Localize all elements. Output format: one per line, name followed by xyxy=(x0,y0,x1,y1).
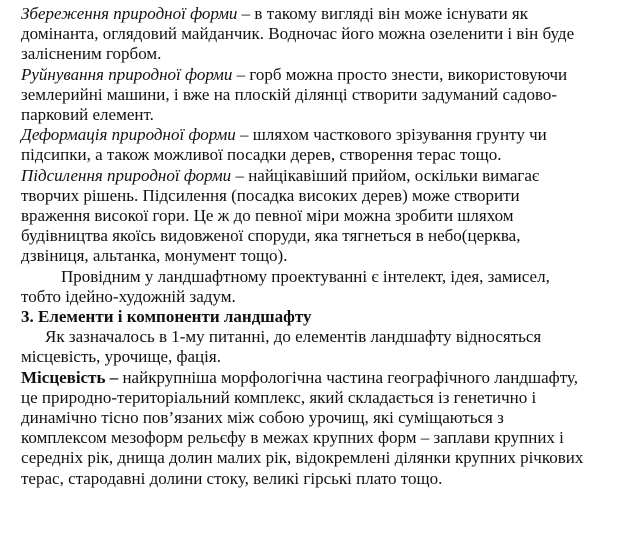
paragraph-destruction-line-1 xyxy=(21,65,621,85)
paragraph-deformation-line-2: підсипки, а також можливої посадки дерев, створення терас тощо. xyxy=(21,145,502,165)
term-locality: Місцевість – xyxy=(21,367,119,387)
paragraph-destruction-line-3: парковий елемент. xyxy=(21,105,154,125)
deformation-text-1: – шляхом часткового зрізування грунту чи xyxy=(235,125,547,145)
paragraph-deformation-line-1 xyxy=(21,125,621,145)
paragraph-locality-line-1 xyxy=(21,368,621,388)
paragraph-locality-line-6: терас, стародавні долини стоку, великі гірські плато тощо. xyxy=(21,468,443,488)
paragraph-amplification-line-1 xyxy=(21,166,621,186)
preservation-text-1: – в такому вигляді він може існувати як xyxy=(237,4,528,23)
paragraph-preservation-line-1 xyxy=(21,4,621,24)
paragraph-locality-line-5: середніх рік, днища долин малих рік, відокремлені ділянки крупних річкових xyxy=(21,448,584,468)
paragraph-amplification-line-5: дзвіниця, альтанка, монумент тощо). xyxy=(21,246,288,266)
paragraph-elements-line-1: Як зазначалось в 1-му питанні, до елементів ландшафту відносяться xyxy=(45,327,542,347)
paragraph-amplification-line-2: творчих рішень. Підсилення (посадка високих дерев) може створити xyxy=(21,185,520,205)
paragraph-locality-line-4: комплексом мезоформ рельєфу в межах крупних форм – заплави крупних і xyxy=(21,428,564,448)
paragraph-preservation-line-3: залісненим горбом. xyxy=(21,44,162,64)
locality-text-1: найкрупніша морфологічна частина географічного ландшафту, xyxy=(118,367,578,387)
paragraph-amplification-line-3: враження високої гори. Це ж до певної міри можна зробити шляхом xyxy=(21,206,514,226)
term-destruction: Руйнування природної форми xyxy=(21,64,233,84)
term-deformation: Деформація природної форми xyxy=(21,125,236,145)
paragraph-intellect-line-2: тобто ідейно-художній задум. xyxy=(21,286,236,306)
paragraph-elements-line-2: місцевість, урочище, фація. xyxy=(21,347,221,367)
paragraph-locality-line-3: динамічно тісно пов’язаних між собою урочищ, які суміщаються з xyxy=(21,408,504,428)
destruction-text-1: – горб можна просто знести, використовуючи xyxy=(232,64,568,84)
paragraph-amplification-line-4: будівництва якоїсь видовженої споруди, яка тягнеться в небо(церква, xyxy=(21,226,521,246)
paragraph-destruction-line-2: землерийні машини, і вже на плоскій ділянці створити задуманий садово- xyxy=(21,84,558,104)
paragraph-preservation-line-2: домінанта, оглядовий майданчик. Водночас його можна озеленити і він буде xyxy=(21,24,575,44)
amplification-text-1: – найцікавіший прийом, оскільки вимагає xyxy=(231,165,540,185)
paragraph-locality-line-2: це природно-територіальний комплекс, який складається із генетично і xyxy=(21,387,537,407)
paragraph-intellect-line-1: Провідним у ландшафтному проектуванні є інтелект, ідея, замисел, xyxy=(61,266,550,286)
term-preservation: Збереження природної форми xyxy=(21,4,238,23)
term-amplification: Підсилення природної форми xyxy=(21,165,232,185)
document-page xyxy=(21,0,621,489)
section-heading: 3. Елементи і компоненти ландшафту xyxy=(21,307,312,327)
